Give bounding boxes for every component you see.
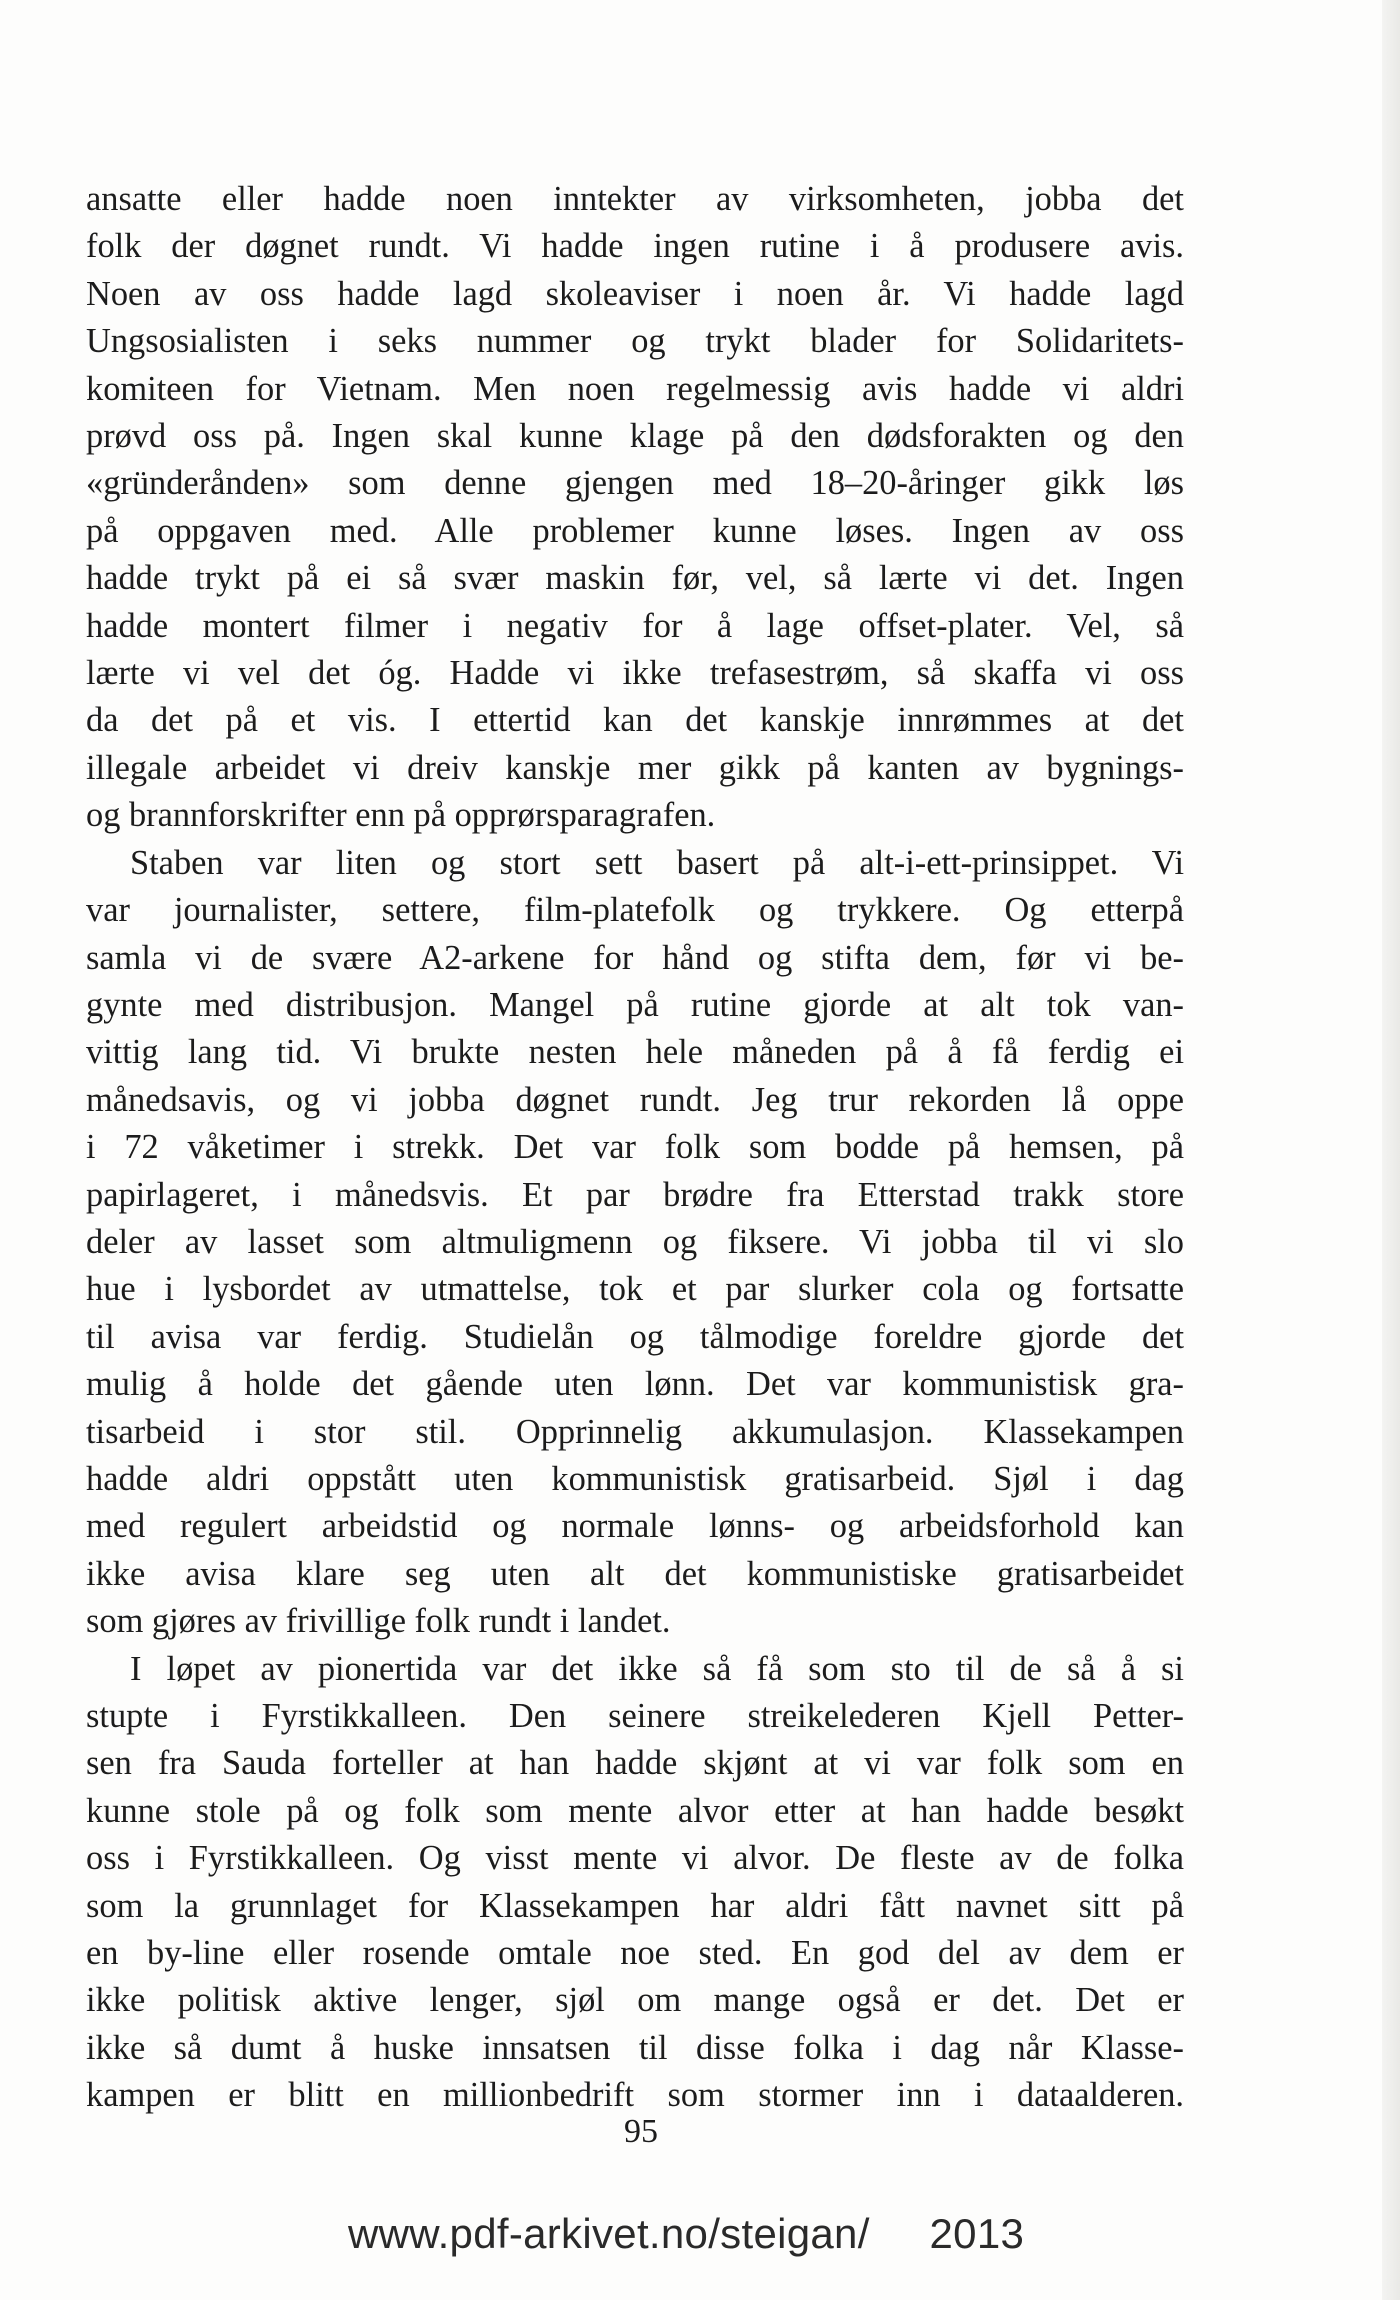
text-line: oss i Fyrstikkalleen. Og visst mente vi alvor. De fleste av de folka [86, 1839, 1184, 1878]
text-line-paragraph-start: I løpet av pionertida var det ikke så få som sto til de så å si [130, 1649, 1184, 1688]
text-line: ikke så dumt å huske innsatsen til disse folka i dag når Klasse- [86, 2028, 1184, 2067]
text-line: samla vi de svære A2-arkene for hånd og stifta dem, før vi be- [86, 938, 1184, 977]
text-line: tisarbeid i stor stil. Opprinnelig akkumulasjon. Klassekampen [86, 1412, 1184, 1451]
text-line: ansatte eller hadde noen inntekter av virksomheten, jobba det [86, 180, 1184, 218]
text-line: folk der døgnet rundt. Vi hadde ingen rutine i å produsere avis. [86, 227, 1184, 266]
text-line: gynte med distribusjon. Mangel på rutine gjorde at alt tok van- [86, 985, 1184, 1024]
text-line: hadde trykt på ei så svær maskin før, vel, så lærte vi det. Ingen [86, 559, 1184, 598]
text-line: stupte i Fyrstikkalleen. Den seinere streikelederen Kjell Petter- [86, 1697, 1184, 1735]
text-line: sen fra Sauda forteller at han hadde skjønt at vi var folk som en [86, 1744, 1184, 1783]
text-line: prøvd oss på. Ingen skal kunne klage på den dødsforakten og den [86, 417, 1184, 456]
text-line: til avisa var ferdig. Studielån og tålmodige foreldre gjorde det [86, 1317, 1184, 1356]
text-line: Noen av oss hadde lagd skoleaviser i noen år. Vi hadde lagd [86, 274, 1184, 313]
text-line: som gjøres av frivillige folk rundt i landet. [86, 1602, 671, 1641]
text-line: hadde montert filmer i negativ for å lage offset-plater. Vel, så [86, 606, 1184, 645]
text-line: lærte vi vel det óg. Hadde vi ikke trefasestrøm, så skaffa vi oss [86, 654, 1184, 693]
page-edge-shadow [1382, 0, 1400, 2300]
page-number: 95 [624, 2113, 658, 2150]
text-line: ikke avisa klare seg uten alt det kommunistiske gratisarbeidet [86, 1554, 1184, 1593]
text-line: og brannforskrifter enn på opprørsparagrafen. [86, 796, 716, 835]
text-line-paragraph-start: Staben var liten og stort sett basert på alt-i-ett-prinsippet. Vi [130, 843, 1184, 882]
text-line: mulig å holde det gående uten lønn. Det var kommunistisk gra- [86, 1365, 1184, 1404]
text-line: «gründerånden» som denne gjengen med 18–20-åringer gikk løs [86, 464, 1184, 503]
text-line: deler av lasset som altmuligmenn og fiksere. Vi jobba til vi slo [86, 1222, 1184, 1261]
text-line: kampen er blitt en millionbedrift som stormer inn i dataalderen. [86, 2076, 1184, 2115]
text-line: hadde aldri oppstått uten kommunistisk gratisarbeid. Sjøl i dag [86, 1459, 1184, 1498]
watermark-text: www.pdf-arkivet.no/steigan/ 2013 [348, 2210, 1025, 2257]
text-line: vittig lang tid. Vi brukte nesten hele måneden på å få ferdig ei [86, 1033, 1184, 1072]
text-line: med regulert arbeidstid og normale lønns- og arbeidsforhold kan [86, 1507, 1184, 1546]
text-line: en by-line eller rosende omtale noe sted. En god del av dem er [86, 1934, 1184, 1973]
text-line: hue i lysbordet av utmattelse, tok et par slurker cola og fortsatte [86, 1270, 1184, 1309]
text-line: komiteen for Vietnam. Men noen regelmessig avis hadde vi aldri [86, 369, 1184, 408]
text-line: på oppgaven med. Alle problemer kunne løses. Ingen av oss [86, 511, 1184, 550]
text-line: i 72 våketimer i strekk. Det var folk som bodde på hemsen, på [86, 1128, 1184, 1167]
text-line: som la grunnlaget for Klassekampen har aldri fått navnet sitt på [86, 1886, 1184, 1925]
text-line: månedsavis, og vi jobba døgnet rundt. Jeg trur rekorden lå oppe [86, 1080, 1184, 1119]
text-line: ikke politisk aktive lenger, sjøl om mange også er det. Det er [86, 1981, 1184, 2020]
text-line: kunne stole på og folk som mente alvor etter at han hadde besøkt [86, 1791, 1184, 1830]
body-text [86, 176, 1184, 2120]
text-line: papirlageret, i månedsvis. Et par brødre fra Etterstad trakk store [86, 1175, 1184, 1214]
text-line: Ungsosialisten i seks nummer og trykt blader for Solidaritets- [86, 322, 1184, 361]
text-line: da det på et vis. I ettertid kan det kanskje innrømmes at det [86, 701, 1184, 740]
text-line: var journalister, settere, film-platefolk og trykkere. Og etterpå [86, 891, 1184, 930]
text-line: illegale arbeidet vi dreiv kanskje mer gikk på kanten av bygnings- [86, 748, 1184, 787]
